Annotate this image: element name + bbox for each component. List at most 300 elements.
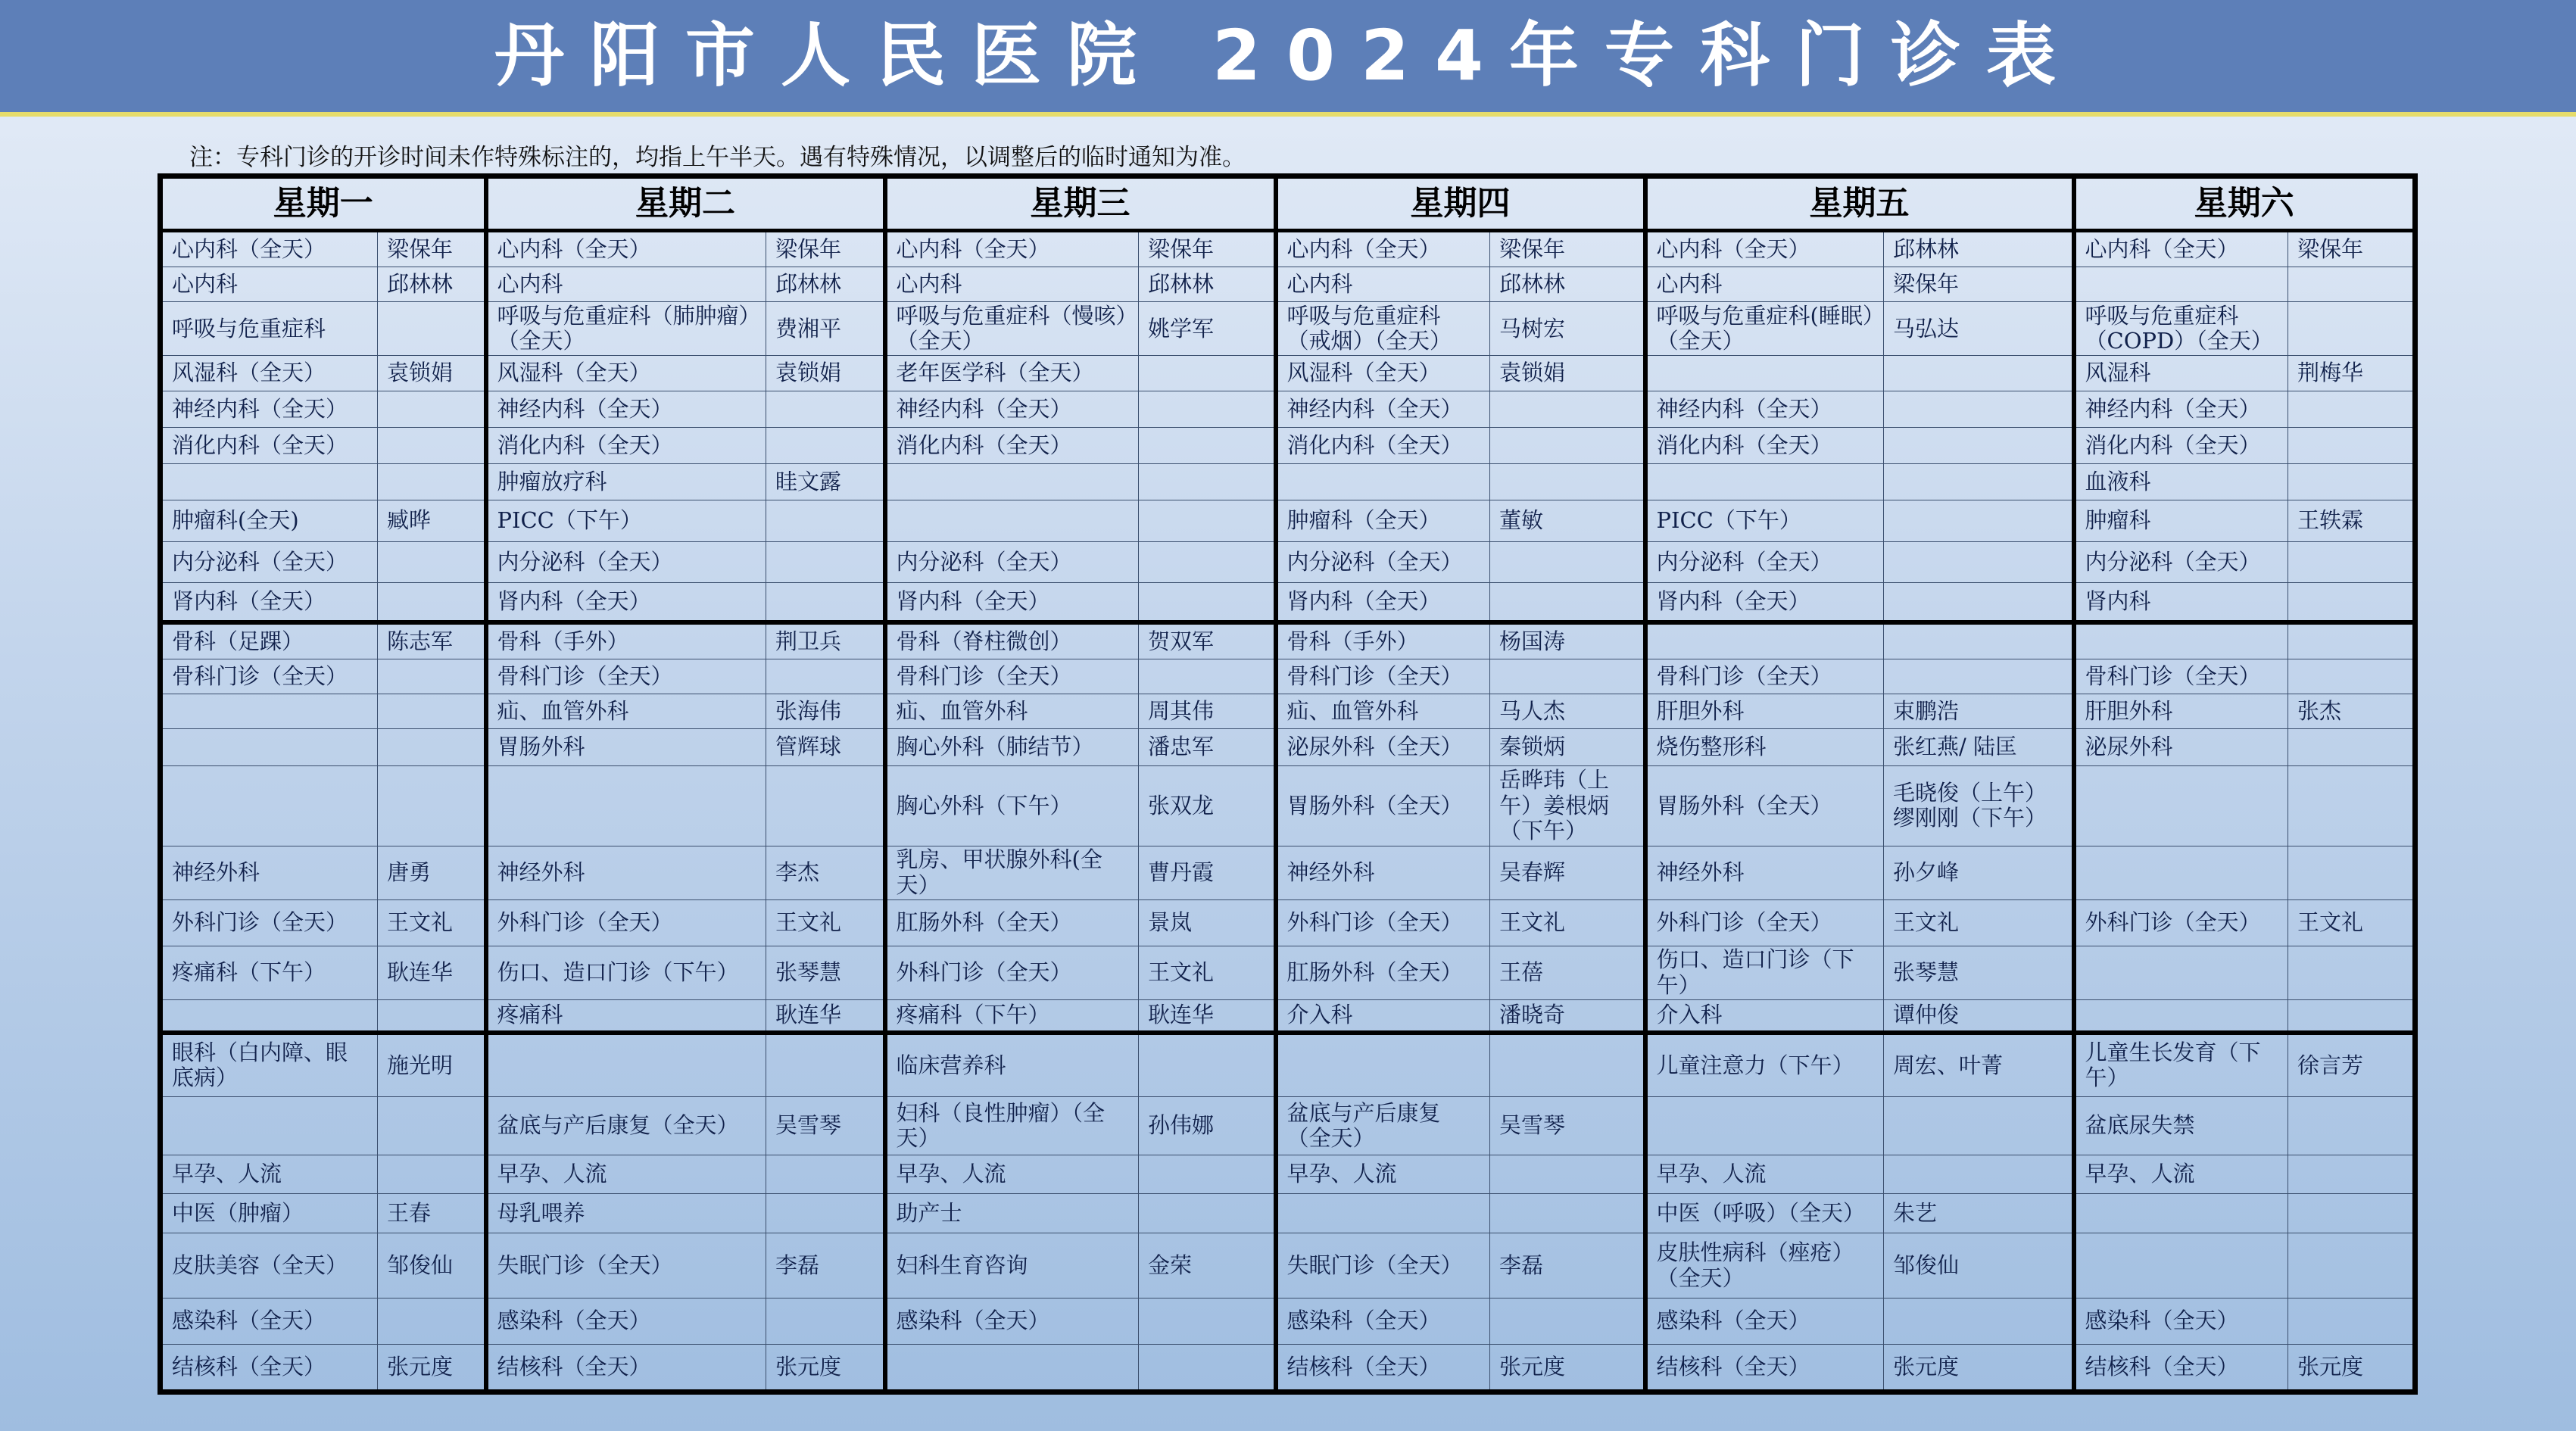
doctor-cell: [1139, 583, 1276, 622]
doctor-cell: [378, 1298, 486, 1345]
doctor-cell: [1884, 427, 2074, 463]
clinic-cell: 外科门诊（全天）: [2074, 899, 2288, 946]
clinic-cell: 心内科: [1276, 267, 1490, 302]
doctor-cell: [1884, 1298, 2074, 1345]
doctor-cell: [2288, 541, 2415, 583]
doctor-cell: [1490, 659, 1645, 694]
schedule-row: [161, 1233, 2415, 1298]
clinic-cell: 肛肠外科（全天）: [885, 899, 1139, 946]
doctor-cell: [1490, 1155, 1645, 1193]
clinic-cell: 心内科（全天）: [1645, 231, 1884, 267]
clinic-cell: 风湿科（全天）: [161, 356, 378, 391]
clinic-cell: [1645, 1096, 1884, 1155]
doctor-cell: [378, 1096, 486, 1155]
clinic-cell: 肾内科（全天）: [1276, 583, 1490, 622]
doctor-cell: 张杰: [2288, 694, 2415, 729]
clinic-cell: 烧伤整形科: [1645, 729, 1884, 765]
day-header: 星期五: [1645, 176, 2074, 231]
doctor-cell: [1884, 1155, 2074, 1193]
doctor-cell: 邱林林: [766, 267, 885, 302]
doctor-cell: 姚学军: [1139, 302, 1276, 356]
clinic-cell: 呼吸与危重症科（慢咳）（全天）: [885, 302, 1139, 356]
clinic-cell: 心内科: [1645, 267, 1884, 302]
doctor-cell: 梁保年: [1139, 231, 1276, 267]
doctor-cell: [1139, 1193, 1276, 1233]
schedule-body: [161, 231, 2415, 1392]
doctor-cell: [1884, 622, 2074, 659]
day-header: 星期四: [1276, 176, 1645, 231]
clinic-cell: 肝胆外科: [1645, 694, 1884, 729]
page-title: 丹阳市人民医院 2024年专科门诊表: [494, 15, 2082, 96]
clinic-cell: 中医（肿瘤）: [161, 1193, 378, 1233]
clinic-cell: PICC（下午）: [486, 500, 766, 542]
schedule-row: [161, 729, 2415, 765]
doctor-cell: [1490, 1298, 1645, 1345]
clinic-cell: 骨科门诊（全天）: [1645, 659, 1884, 694]
clinic-cell: 老年医学科（全天）: [885, 356, 1139, 391]
doctor-cell: 孙伟娜: [1139, 1096, 1276, 1155]
doctor-cell: 袁锁娟: [766, 356, 885, 391]
clinic-cell: 肾内科（全天）: [161, 583, 378, 622]
doctor-cell: [1490, 541, 1645, 583]
clinic-cell: 儿童注意力（下午）: [1645, 1033, 1884, 1096]
doctor-cell: 李磊: [1490, 1233, 1645, 1298]
clinic-cell: 内分泌科（全天）: [1645, 541, 1884, 583]
schedule-row: [161, 500, 2415, 542]
doctor-cell: [1139, 1298, 1276, 1345]
clinic-cell: 感染科（全天）: [161, 1298, 378, 1345]
clinic-cell: 盆底与产后康复（全天）: [486, 1096, 766, 1155]
doctor-cell: [1884, 391, 2074, 427]
doctor-cell: [1490, 1193, 1645, 1233]
clinic-cell: 神经内科（全天）: [1276, 391, 1490, 427]
doctor-cell: 臧晔: [378, 500, 486, 542]
doctor-cell: [378, 583, 486, 622]
clinic-cell: 儿童生长发育（下午）: [2074, 1033, 2288, 1096]
doctor-cell: 杨国涛: [1490, 622, 1645, 659]
clinic-cell: [486, 765, 766, 846]
clinic-cell: 早孕、人流: [161, 1155, 378, 1193]
doctor-cell: 马人杰: [1490, 694, 1645, 729]
clinic-cell: 结核科（全天）: [1276, 1344, 1490, 1392]
clinic-cell: [161, 464, 378, 500]
doctor-cell: 吴雪琴: [766, 1096, 885, 1155]
doctor-cell: [378, 464, 486, 500]
doctor-cell: [2288, 302, 2415, 356]
clinic-cell: 肾内科: [2074, 583, 2288, 622]
doctor-cell: 张双龙: [1139, 765, 1276, 846]
doctor-cell: [378, 1155, 486, 1193]
doctor-cell: 邱林林: [378, 267, 486, 302]
doctor-cell: [2288, 765, 2415, 846]
doctor-cell: [2288, 427, 2415, 463]
doctor-cell: [1884, 464, 2074, 500]
doctor-cell: 张红燕/ 陆匡: [1884, 729, 2074, 765]
clinic-cell: 失眠门诊（全天）: [486, 1233, 766, 1298]
clinic-cell: [2074, 946, 2288, 999]
doctor-cell: [2288, 391, 2415, 427]
doctor-cell: 邱林林: [1884, 231, 2074, 267]
clinic-cell: 神经内科（全天）: [2074, 391, 2288, 427]
clinic-cell: 结核科（全天）: [1645, 1344, 1884, 1392]
clinic-cell: 感染科（全天）: [1645, 1298, 1884, 1345]
clinic-cell: 盆底与产后康复（全天）: [1276, 1096, 1490, 1155]
doctor-cell: [378, 659, 486, 694]
doctor-cell: [1139, 541, 1276, 583]
clinic-cell: 外科门诊（全天）: [161, 899, 378, 946]
doctor-cell: [1884, 583, 2074, 622]
clinic-cell: 呼吸与危重症科（肺肿瘤）（全天）: [486, 302, 766, 356]
doctor-cell: 梁保年: [378, 231, 486, 267]
doctor-cell: 马树宏: [1490, 302, 1645, 356]
doctor-cell: 张琴慧: [766, 946, 885, 999]
clinic-cell: 早孕、人流: [1645, 1155, 1884, 1193]
clinic-cell: 骨科门诊（全天）: [885, 659, 1139, 694]
schedule-row: [161, 267, 2415, 302]
clinic-cell: [2074, 765, 2288, 846]
clinic-cell: 血液科: [2074, 464, 2288, 500]
clinic-cell: 泌尿外科（全天）: [1276, 729, 1490, 765]
clinic-cell: 骨科门诊（全天）: [161, 659, 378, 694]
doctor-cell: 陈志军: [378, 622, 486, 659]
clinic-cell: 内分泌科（全天）: [161, 541, 378, 583]
schedule-row: [161, 302, 2415, 356]
clinic-cell: 风湿科（全天）: [486, 356, 766, 391]
clinic-cell: 呼吸与危重症科（戒烟）（全天）: [1276, 302, 1490, 356]
doctor-cell: [766, 1298, 885, 1345]
doctor-cell: [2288, 1193, 2415, 1233]
doctor-cell: 毛晓俊（上午）缪刚刚（下午）: [1884, 765, 2074, 846]
doctor-cell: 马弘达: [1884, 302, 2074, 356]
doctor-cell: 秦锁炳: [1490, 729, 1645, 765]
schedule-row: [161, 694, 2415, 729]
clinic-cell: [1645, 464, 1884, 500]
doctor-cell: 邱林林: [1490, 267, 1645, 302]
doctor-cell: [2288, 946, 2415, 999]
doctor-cell: [766, 1193, 885, 1233]
schedule-row: [161, 622, 2415, 659]
clinic-cell: 结核科（全天）: [2074, 1344, 2288, 1392]
doctor-cell: [766, 1155, 885, 1193]
clinic-cell: 疼痛科（下午）: [161, 946, 378, 999]
clinic-cell: 肿瘤放疗科: [486, 464, 766, 500]
doctor-cell: [2288, 729, 2415, 765]
clinic-cell: 骨科（脊柱微创）: [885, 622, 1139, 659]
clinic-cell: 神经外科: [161, 846, 378, 899]
doctor-cell: [766, 391, 885, 427]
doctor-cell: 束鹏浩: [1884, 694, 2074, 729]
doctor-cell: 王文礼: [2288, 899, 2415, 946]
day-header: 星期二: [486, 176, 885, 231]
clinic-cell: 骨科（足踝）: [161, 622, 378, 659]
doctor-cell: [2288, 267, 2415, 302]
doctor-cell: 王文礼: [766, 899, 885, 946]
doctor-cell: 张元度: [378, 1344, 486, 1392]
clinic-cell: 皮肤性病科（痤疮）（全天）: [1645, 1233, 1884, 1298]
clinic-cell: 助产士: [885, 1193, 1139, 1233]
doctor-cell: [1139, 356, 1276, 391]
doctor-cell: 王文礼: [1884, 899, 2074, 946]
clinic-cell: 心内科（全天）: [486, 231, 766, 267]
clinic-cell: 消化内科（全天）: [161, 427, 378, 463]
doctor-cell: [378, 765, 486, 846]
doctor-cell: [1884, 500, 2074, 542]
clinic-cell: 心内科: [486, 267, 766, 302]
clinic-cell: 早孕、人流: [2074, 1155, 2288, 1193]
doctor-cell: [1490, 427, 1645, 463]
clinic-cell: 胃肠外科（全天）: [1276, 765, 1490, 846]
clinic-cell: [1276, 1193, 1490, 1233]
clinic-cell: 心内科（全天）: [2074, 231, 2288, 267]
clinic-cell: 内分泌科（全天）: [885, 541, 1139, 583]
schedule-row: [161, 1033, 2415, 1096]
clinic-cell: [2074, 1193, 2288, 1233]
doctor-cell: 贺双军: [1139, 622, 1276, 659]
doctor-cell: 荆卫兵: [766, 622, 885, 659]
clinic-cell: 母乳喂养: [486, 1193, 766, 1233]
doctor-cell: [2288, 846, 2415, 899]
clinic-cell: 肿瘤科: [2074, 500, 2288, 542]
doctor-cell: 唐勇: [378, 846, 486, 899]
doctor-cell: 王春: [378, 1193, 486, 1233]
clinic-cell: 骨科（手外）: [1276, 622, 1490, 659]
doctor-cell: [1490, 583, 1645, 622]
doctor-cell: 吴春辉: [1490, 846, 1645, 899]
schedule-row: [161, 999, 2415, 1033]
doctor-cell: [1139, 1033, 1276, 1096]
doctor-cell: [1884, 541, 2074, 583]
clinic-cell: [161, 999, 378, 1033]
day-header-row: [161, 176, 2415, 231]
clinic-cell: 皮肤美容（全天）: [161, 1233, 378, 1298]
schedule-table: [157, 173, 2418, 1395]
clinic-cell: 伤口、造口门诊（下午）: [1645, 946, 1884, 999]
doctor-cell: [378, 391, 486, 427]
schedule-row: [161, 946, 2415, 999]
clinic-cell: 感染科（全天）: [885, 1298, 1139, 1345]
clinic-cell: 肾内科（全天）: [1645, 583, 1884, 622]
clinic-cell: [486, 1033, 766, 1096]
clinic-cell: 神经内科（全天）: [885, 391, 1139, 427]
clinic-cell: 疝、血管外科: [486, 694, 766, 729]
clinic-cell: 介入科: [1645, 999, 1884, 1033]
clinic-cell: 疼痛科: [486, 999, 766, 1033]
clinic-cell: 骨科门诊（全天）: [486, 659, 766, 694]
clinic-cell: 感染科（全天）: [1276, 1298, 1490, 1345]
doctor-cell: 费湘平: [766, 302, 885, 356]
schedule-row: [161, 1298, 2415, 1345]
clinic-cell: 疝、血管外科: [1276, 694, 1490, 729]
doctor-cell: [2288, 659, 2415, 694]
doctor-cell: 张元度: [1490, 1344, 1645, 1392]
clinic-cell: 肾内科（全天）: [486, 583, 766, 622]
clinic-cell: 消化内科（全天）: [2074, 427, 2288, 463]
doctor-cell: [378, 999, 486, 1033]
schedule-row: [161, 1155, 2415, 1193]
doctor-cell: [2288, 464, 2415, 500]
clinic-cell: 心内科（全天）: [885, 231, 1139, 267]
schedule-row: [161, 659, 2415, 694]
clinic-cell: 外科门诊（全天）: [1276, 899, 1490, 946]
clinic-cell: 神经内科（全天）: [486, 391, 766, 427]
clinic-cell: 早孕、人流: [486, 1155, 766, 1193]
schedule-row: [161, 391, 2415, 427]
clinic-cell: 神经外科: [1276, 846, 1490, 899]
doctor-cell: [2288, 583, 2415, 622]
clinic-cell: [2074, 999, 2288, 1033]
doctor-cell: [766, 659, 885, 694]
clinic-cell: 神经内科（全天）: [161, 391, 378, 427]
doctor-cell: 张元度: [1884, 1344, 2074, 1392]
doctor-cell: [1139, 464, 1276, 500]
doctor-cell: [766, 765, 885, 846]
doctor-cell: 王轶霖: [2288, 500, 2415, 542]
clinic-cell: [1645, 622, 1884, 659]
clinic-cell: 外科门诊（全天）: [1645, 899, 1884, 946]
clinic-cell: [161, 1096, 378, 1155]
clinic-cell: 骨科（手外）: [486, 622, 766, 659]
clinic-cell: 心内科（全天）: [161, 231, 378, 267]
doctor-cell: 潘忠军: [1139, 729, 1276, 765]
clinic-cell: [161, 694, 378, 729]
doctor-cell: [378, 694, 486, 729]
schedule-row: [161, 464, 2415, 500]
doctor-cell: [766, 541, 885, 583]
doctor-cell: [378, 729, 486, 765]
clinic-cell: 外科门诊（全天）: [885, 946, 1139, 999]
clinic-cell: 胃肠外科: [486, 729, 766, 765]
doctor-cell: [2288, 1298, 2415, 1345]
clinic-cell: 风湿科: [2074, 356, 2288, 391]
doctor-cell: 荆梅华: [2288, 356, 2415, 391]
schedule-row: [161, 1344, 2415, 1392]
clinic-cell: PICC（下午）: [1645, 500, 1884, 542]
clinic-cell: 呼吸与危重症科: [161, 302, 378, 356]
doctor-cell: [1139, 427, 1276, 463]
doctor-cell: 吴雪琴: [1490, 1096, 1645, 1155]
clinic-cell: 肿瘤科(全天): [161, 500, 378, 542]
doctor-cell: [1139, 1344, 1276, 1392]
clinic-cell: [161, 765, 378, 846]
clinic-cell: 消化内科（全天）: [1276, 427, 1490, 463]
doctor-cell: [1490, 464, 1645, 500]
doctor-cell: 王蓓: [1490, 946, 1645, 999]
clinic-cell: 结核科（全天）: [161, 1344, 378, 1392]
clinic-cell: 肛肠外科（全天）: [1276, 946, 1490, 999]
schedule-row: [161, 427, 2415, 463]
schedule-row: [161, 356, 2415, 391]
doctor-cell: [766, 427, 885, 463]
clinic-cell: [2074, 846, 2288, 899]
schedule-row: [161, 541, 2415, 583]
doctor-cell: 张海伟: [766, 694, 885, 729]
doctor-cell: 曹丹霞: [1139, 846, 1276, 899]
doctor-cell: [1139, 500, 1276, 542]
day-header: 星期一: [161, 176, 486, 231]
clinic-cell: 肾内科（全天）: [885, 583, 1139, 622]
doctor-cell: [1884, 659, 2074, 694]
doctor-cell: 邱林林: [1139, 267, 1276, 302]
clinic-cell: 伤口、造口门诊（下午）: [486, 946, 766, 999]
schedule-row: [161, 846, 2415, 899]
clinic-cell: 眼科（白内障、眼底病）: [161, 1033, 378, 1096]
doctor-cell: [1139, 391, 1276, 427]
clinic-cell: 失眠门诊（全天）: [1276, 1233, 1490, 1298]
doctor-cell: [766, 583, 885, 622]
doctor-cell: 耿连华: [1139, 999, 1276, 1033]
clinic-cell: 结核科（全天）: [486, 1344, 766, 1392]
doctor-cell: 朱艺: [1884, 1193, 2074, 1233]
clinic-cell: 泌尿外科: [2074, 729, 2288, 765]
day-header: 星期六: [2074, 176, 2415, 231]
clinic-cell: 胃肠外科（全天）: [1645, 765, 1884, 846]
clinic-cell: [2074, 267, 2288, 302]
schedule-row: [161, 231, 2415, 267]
doctor-cell: [2288, 1096, 2415, 1155]
doctor-cell: 周其伟: [1139, 694, 1276, 729]
doctor-cell: 耿连华: [766, 999, 885, 1033]
schedule-row: [161, 765, 2415, 846]
doctor-cell: 金荣: [1139, 1233, 1276, 1298]
doctor-cell: [378, 427, 486, 463]
clinic-cell: 疝、血管外科: [885, 694, 1139, 729]
clinic-cell: 疼痛科（下午）: [885, 999, 1139, 1033]
doctor-cell: 袁锁娟: [378, 356, 486, 391]
doctor-cell: 王文礼: [1139, 946, 1276, 999]
clinic-cell: 肝胆外科: [2074, 694, 2288, 729]
clinic-cell: 盆底尿失禁: [2074, 1096, 2288, 1155]
schedule-row: [161, 1193, 2415, 1233]
clinic-cell: 感染科（全天）: [2074, 1298, 2288, 1345]
clinic-cell: 乳房、甲状腺外科(全天）: [885, 846, 1139, 899]
doctor-cell: 岳晔玮（上午）姜根炳（下午）: [1490, 765, 1645, 846]
clinic-cell: 胸心外科（下午）: [885, 765, 1139, 846]
doctor-cell: [378, 302, 486, 356]
clinic-cell: 肿瘤科（全天）: [1276, 500, 1490, 542]
doctor-cell: [766, 500, 885, 542]
schedule-note: 注：专科门诊的开诊时间未作特殊标注的，均指上午半天。遇有特殊情况，以调整后的临时通知为准。: [189, 144, 1246, 171]
doctor-cell: 景岚: [1139, 899, 1276, 946]
clinic-cell: 消化内科（全天）: [486, 427, 766, 463]
schedule-row: [161, 583, 2415, 622]
clinic-cell: 消化内科（全天）: [1645, 427, 1884, 463]
clinic-cell: 骨科门诊（全天）: [2074, 659, 2288, 694]
clinic-cell: [2074, 1233, 2288, 1298]
schedule-row: [161, 1096, 2415, 1155]
clinic-cell: 风湿科（全天）: [1276, 356, 1490, 391]
clinic-cell: 心内科（全天）: [1276, 231, 1490, 267]
doctor-cell: 梁保年: [2288, 231, 2415, 267]
doctor-cell: 邹俊仙: [1884, 1233, 2074, 1298]
clinic-cell: 胸心外科（肺结节）: [885, 729, 1139, 765]
doctor-cell: 眭文露: [766, 464, 885, 500]
doctor-cell: [2288, 999, 2415, 1033]
clinic-cell: 内分泌科（全天）: [1276, 541, 1490, 583]
clinic-cell: 内分泌科（全天）: [486, 541, 766, 583]
clinic-cell: [1276, 464, 1490, 500]
clinic-cell: 妇科（良性肿瘤）（全天）: [885, 1096, 1139, 1155]
doctor-cell: [1490, 391, 1645, 427]
doctor-cell: 谭仲俊: [1884, 999, 2074, 1033]
doctor-cell: 周宏、叶菁: [1884, 1033, 2074, 1096]
doctor-cell: [1139, 1155, 1276, 1193]
title-banner: [0, 0, 2576, 117]
doctor-cell: 王文礼: [378, 899, 486, 946]
doctor-cell: 王文礼: [1490, 899, 1645, 946]
doctor-cell: 梁保年: [1884, 267, 2074, 302]
doctor-cell: [1884, 356, 2074, 391]
clinic-cell: 介入科: [1276, 999, 1490, 1033]
